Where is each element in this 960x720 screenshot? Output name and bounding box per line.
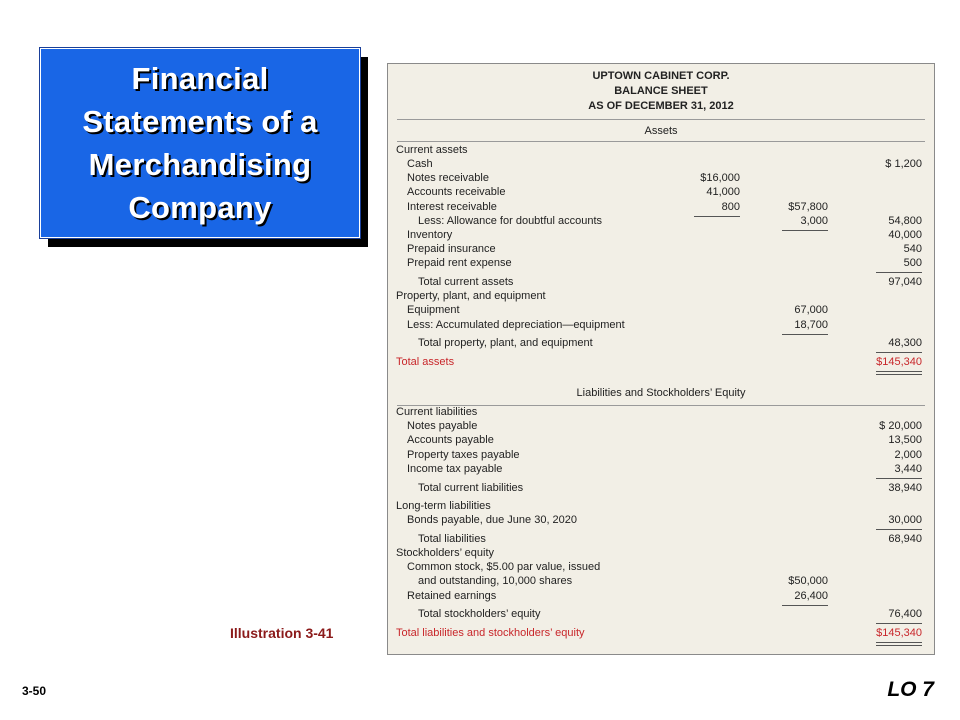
title-line-4: Company — [128, 190, 272, 225]
row-label: Notes payable — [407, 420, 478, 432]
underline — [876, 352, 922, 353]
underline — [876, 529, 922, 530]
balance-sheet-row — [388, 434, 934, 448]
row-amount-c1: 41,000 — [706, 186, 740, 198]
row-label: Total liabilities — [418, 533, 486, 545]
balance-sheet-row — [388, 215, 934, 229]
balance-sheet-row — [388, 276, 934, 290]
row-label: Property, plant, and equipment — [396, 290, 546, 302]
row-amount-c3: $ 1,200 — [885, 158, 922, 170]
row-label: Property taxes payable — [407, 449, 520, 461]
row-amount-c3: 68,940 — [888, 533, 922, 545]
balance-sheet-row — [388, 319, 934, 333]
assets-rule — [397, 141, 925, 142]
balance-sheet-row — [388, 144, 934, 158]
balance-sheet-row — [388, 500, 934, 514]
underline — [782, 605, 828, 606]
balance-sheet-row — [388, 561, 934, 575]
page-number: 3-50 — [22, 684, 47, 698]
balance-sheet-row — [388, 290, 934, 304]
row-label: Cash — [407, 158, 433, 170]
balance-sheet-row — [388, 243, 934, 257]
balance-sheet-row — [388, 590, 934, 604]
balance-sheet-row — [388, 627, 934, 641]
row-label: Long-term liabilities — [396, 500, 491, 512]
title-line-2: Statements of a — [82, 104, 318, 139]
balance-sheet-row — [388, 482, 934, 496]
underline — [782, 230, 828, 231]
row-amount-c1: $16,000 — [700, 172, 740, 184]
row-amount-c3: $145,340 — [876, 356, 922, 368]
row-amount-c2: 67,000 — [794, 304, 828, 316]
balance-sheet-row — [388, 420, 934, 434]
row-amount-c2: $57,800 — [788, 201, 828, 213]
row-amount-c3: 40,000 — [888, 229, 922, 241]
row-amount-c3: $145,340 — [876, 627, 922, 639]
row-label: Less: Accumulated depreciation—equipment — [407, 319, 625, 331]
row-label: Inventory — [407, 229, 453, 241]
row-amount-c3: 2,000 — [894, 449, 922, 461]
row-label: Income tax payable — [407, 463, 503, 475]
title-line-3: Merchandising — [88, 147, 312, 182]
balance-sheet-row — [388, 608, 934, 622]
balance-sheet-row — [388, 158, 934, 172]
row-label: Prepaid insurance — [407, 243, 496, 255]
underline — [782, 334, 828, 335]
row-label: Less: Allowance for doubtful accounts — [418, 215, 603, 227]
row-label: Total current assets — [418, 276, 514, 288]
balance-sheet-row — [388, 229, 934, 243]
balance-sheet-row — [388, 547, 934, 561]
row-amount-c2: 26,400 — [794, 590, 828, 602]
row-label: Accounts receivable — [407, 186, 506, 198]
balance-sheet — [387, 63, 935, 655]
double-underline — [876, 642, 922, 646]
row-label: Total liabilities and stockholders’ equity — [396, 627, 585, 639]
row-amount-c3: 540 — [903, 243, 922, 255]
row-label: Bonds payable, due June 30, 2020 — [407, 514, 578, 526]
row-amount-c3: 13,500 — [888, 434, 922, 446]
row-amount-c3: 38,940 — [888, 482, 922, 494]
row-label: Retained earnings — [407, 590, 497, 602]
double-underline — [876, 371, 922, 375]
row-label: Stockholders’ equity — [396, 547, 495, 559]
row-label: Notes receivable — [407, 172, 489, 184]
row-amount-c3: 76,400 — [888, 608, 922, 620]
row-amount-c3: 500 — [903, 257, 922, 269]
title-line-1: Financial — [131, 61, 269, 96]
balance-sheet-row — [388, 172, 934, 186]
balance-sheet-row — [388, 201, 934, 215]
statement-date: AS OF DECEMBER 31, 2012 — [588, 100, 734, 112]
balance-sheet-row — [388, 304, 934, 318]
underline — [694, 216, 740, 217]
balance-sheet-row — [388, 406, 934, 420]
row-label: Accounts payable — [407, 434, 494, 446]
underline — [876, 478, 922, 479]
balance-sheet-row — [388, 337, 934, 351]
liabilities-heading: Liabilities and Stockholders’ Equity — [576, 387, 746, 399]
learning-objective: LO 7 — [887, 678, 934, 701]
row-label: Prepaid rent expense — [407, 257, 512, 269]
row-label: Total stockholders’ equity — [418, 608, 541, 620]
underline — [876, 623, 922, 624]
row-label: Total property, plant, and equipment — [418, 337, 593, 349]
row-label: Current assets — [396, 144, 468, 156]
row-label: Common stock, $5.00 par value, issued — [407, 561, 601, 573]
balance-sheet-row — [388, 533, 934, 547]
row-amount-c3: 97,040 — [888, 276, 922, 288]
row-amount-c3: $ 20,000 — [879, 420, 922, 432]
balance-sheet-row — [388, 449, 934, 463]
row-label: Interest receivable — [407, 201, 497, 213]
row-amount-c3: 30,000 — [888, 514, 922, 526]
row-amount-c3: 3,440 — [894, 463, 922, 475]
row-amount-c3: 54,800 — [888, 215, 922, 227]
row-amount-c1: 800 — [721, 201, 740, 213]
statement-name: BALANCE SHEET — [614, 85, 708, 97]
row-label: Current liabilities — [396, 406, 478, 418]
row-amount-c2: $50,000 — [788, 575, 828, 587]
row-amount-c2: 3,000 — [800, 215, 828, 227]
balance-sheet-row — [388, 463, 934, 477]
row-label: Equipment — [407, 304, 460, 316]
illustration-label: Illustration 3-41 — [230, 625, 334, 641]
balance-sheet-row — [388, 514, 934, 528]
balance-sheet-row — [388, 186, 934, 200]
header-rule — [397, 119, 925, 120]
balance-sheet-row — [388, 257, 934, 271]
row-label: Total current liabilities — [418, 482, 524, 494]
row-amount-c2: 18,700 — [794, 319, 828, 331]
row-amount-c3: 48,300 — [888, 337, 922, 349]
underline — [876, 272, 922, 273]
slide-title-box — [40, 48, 360, 238]
balance-sheet-row — [388, 575, 934, 589]
balance-sheet-row — [388, 356, 934, 370]
row-label: Total assets — [396, 356, 455, 368]
row-label: and outstanding, 10,000 shares — [418, 575, 573, 587]
assets-heading: Assets — [644, 125, 678, 137]
company-name: UPTOWN CABINET CORP. — [592, 70, 730, 82]
